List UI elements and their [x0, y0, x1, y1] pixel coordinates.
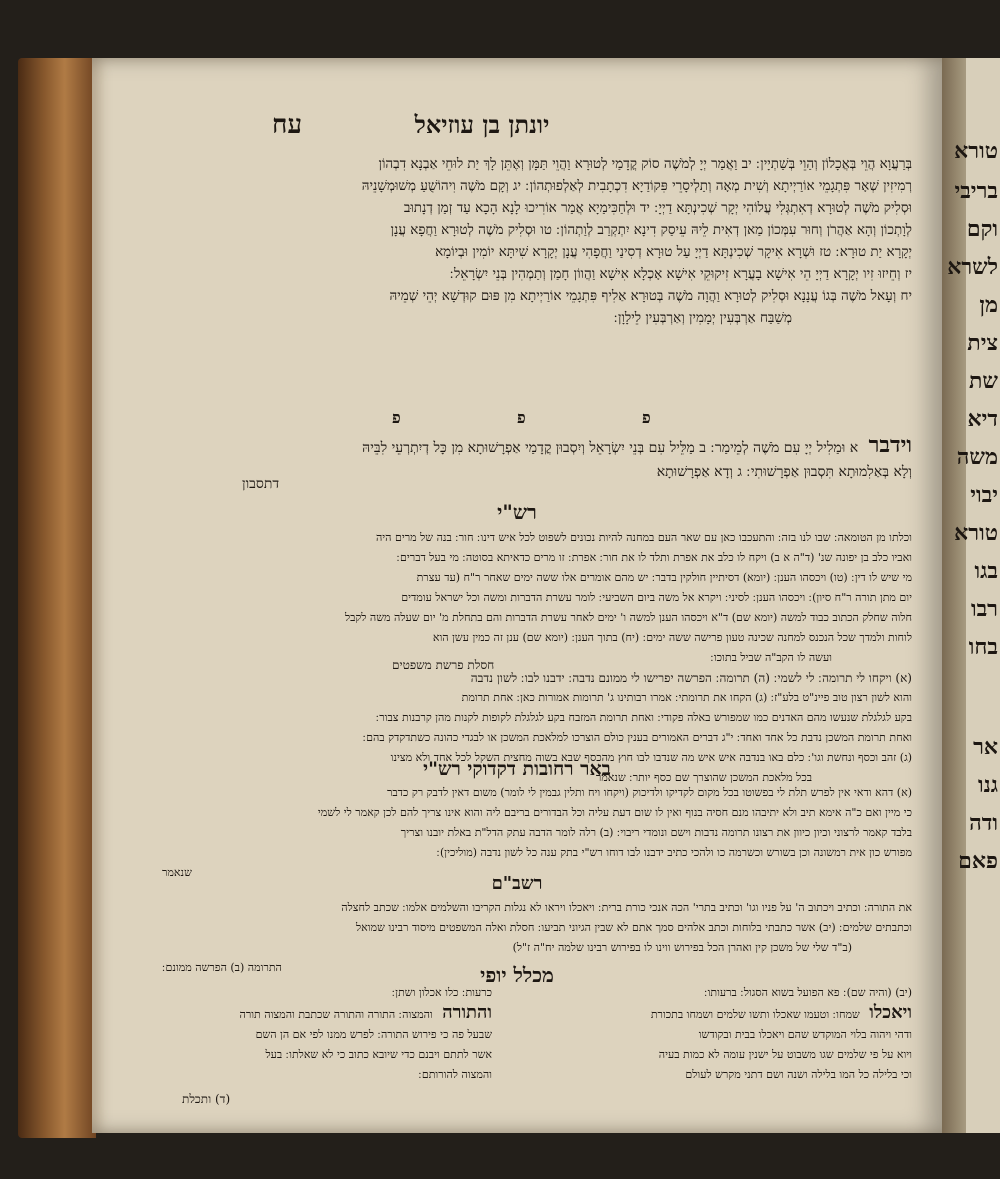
commentary-line: ודהי ויהוה בלוי המוקדש שהם ויאכלו בבית ובקודשו	[698, 1028, 912, 1041]
facing-fragment: לשרא	[947, 254, 998, 280]
commentary-line: אשר לתתם ויבנם כדי שיובא כתוב כי לא שאלתו ׃ בעל	[265, 1048, 492, 1061]
catchword: התרומה (ב) הפרשה ממונם ׃	[162, 961, 282, 974]
commentary-line: ואביו כלב בן יפונה שנ' (ד"ה א ב) ויקח לו כלב את אפרת ותלד לו את חור ׃ אפרת ׃ זו מרים כדאיתא בסוטה ׃ מי בעל דברים ׃	[396, 551, 912, 564]
targum-line: מְשַׁבַּח אַרְבְּעִין יְמָמִין וְאַרְבְּעִין לֵילָוָן ׃	[613, 310, 792, 326]
verse-text: וְלָא בְּאַלִמוּתָא תִּסְבוּן אַפְרָשׁוּתִי ׃ ג וְדָא אַפְרָשׁוּתָא	[656, 464, 912, 480]
facing-fragment: צית	[967, 330, 998, 356]
mikhlal-yofi-columns	[122, 983, 912, 1133]
rashbam-heading: רשב"ם	[491, 873, 543, 894]
commentary-line: ועשה לו הקב"ה שביל בתוכו ׃	[710, 651, 832, 664]
commentary-line: כי מיין ואם כ"ה אימא תיב ולא יתיבהו מנם חסיה בנוף ואין לו שום דעת עליה וכל הבדורים בריבם ליה והוא אינו צריך להם לכן קאמר לי לשמי	[317, 806, 912, 819]
targum-line: רְמִיזִין שְׁאָר פִּתְגָמֵי אוֹרַיְיתָא וְשִׁית מְאָה וְתַלְיסָרֵי פִּקוֹדַיָא דִכְתָבִית לְאַלְפוּתְהוֹן ׃ יג וְקָם מֹשֶׁה וִיהוֹשֻׁעַ מְשׁוּמְשָׁנֵיהּ	[361, 178, 912, 194]
commentary-line: מפורש כון אית רמשונה וכן בשורש וכשרמה כו ולהכי כתיב ידבנו לבו דוחו רש"י בתק ענה כל לשון נדבה (מוליכין) ׃	[436, 846, 912, 859]
commentary-line: והתורה והמצוה ׃ התורה והתורה שכתבת והמצוה תורה	[239, 1002, 492, 1023]
facing-fragment: שת	[969, 368, 998, 394]
commentary-line: שבעל פה כי פירוש התורה ׃ לפרש ממנו לפי אם הן השם	[255, 1028, 492, 1041]
facing-fragment: משה	[956, 444, 998, 470]
mikhlal-left-column	[122, 983, 492, 1109]
running-header	[242, 110, 842, 144]
terumah-line	[122, 433, 912, 460]
folio-number: עח	[272, 110, 303, 140]
mikhlal-heading: מכלל יופי	[480, 963, 554, 987]
targum-line: לְוָתְכוֹן וְהָא אַהֲרֹן וְחוּר עִמְּכוֹן מַאן דְאִית לֵיהּ עֵיסַק דִינָא יִתְקְרַב לְוַתְהוֹן ׃ טו וּסְלִיק מֹשֶׁה לְטוּרָא וַחֲפָא עֲנָן	[390, 222, 912, 238]
targum-line: יז וְחֵיזוּ זִיו יְקָרָא דַיְיָ הֵי אִישָׁא בָעֲרָא זִיקוּקֵי אִישָׁא אָכְלָא אִישָׁא וַהֲווֹן חָמַן וְתַמְהִין בְּנֵי יִשְׂרָאֵל ׃	[449, 266, 912, 282]
commentary-line: ואחת תרומת המשכן נדבת כל אחד ואחד ׃ י"ג דברים האמורים בענין כולם הוצרכו למלאכת המשכן או לבגדי כהונה כשתדקדק בהם ׃	[362, 731, 912, 744]
facing-fragment: טורא	[954, 138, 998, 164]
parasha-markers	[122, 408, 912, 428]
facing-fragment: בריבי	[954, 178, 998, 204]
commentary-line: והוא לשון רצון טוב פיינ"ט בלע"ז ׃ (ג) הקחו את תרומתי ׃ אמרו רבותינו ג' תרומות אמורות כאן ׃ אחת תרומת	[461, 691, 912, 704]
commentary-line: ויאכלו שמחו ׃ וטעמו שאכלו ותשו שלמים ושמחו בתכורת	[650, 1002, 912, 1023]
facing-fragment: יבוי	[970, 482, 998, 508]
catchword: (ד) ותכלת	[182, 1092, 231, 1106]
lead-word: וידבר	[868, 432, 912, 458]
lead-word: ויאכלו	[869, 1002, 912, 1023]
commentary-line: וכתבתים שלמים ׃ (יב) אשר כתבתי בלוחות וכתב אלהים סמך אתם לא שבין הגיוני תביעו ׃ חסלת ואלה המשפטים מיסוד רבינו שמואל	[356, 921, 912, 934]
catchword: דתסבון	[242, 476, 280, 492]
facing-fragment: אר	[973, 734, 998, 760]
mikhlal-right-column	[542, 983, 912, 1085]
parasha-marker: פ	[642, 408, 651, 427]
beer-heading: באר רחובות דקדוקי רש"י	[423, 758, 611, 780]
facing-fragment: דיא	[967, 406, 998, 432]
commentary-line: בקע לגלגלת שנעשו מהם האדנים כמו שמפורש באלה פקודי ׃ ואחת תרומת המזבח בקע לגלגלת לקופות לקנות מהן קרבנות צבור ׃	[375, 711, 912, 724]
commentary-line: (א) דהא ודאי אין לפרש תלת לי בפשוטו בכל מקום לקדיקו ולדיכוק (ויקחו ויח ותלין גבמין לי לומר) משום דאין לדבק רק כדבר	[386, 786, 912, 799]
commentary-line: יום מתן תורה ר"ח סיון) ׃ ויכסהו הענן ׃ לסיני ׃ ויקרא אל משה ביום השביעי ׃ לומר עשרת הדברות ומשה וכל ישראל עומדים	[401, 591, 912, 604]
commentary-line: (א) ויקחו לי תרומה ׃ לי לשמי ׃ (ה) תרומה ׃ הפרשה יפרישו לי ממונם נדבה ׃ ידבנו לבו ׃ לשון נדבה	[470, 671, 912, 685]
targum-line: יְקָרָא יַת טוּרָא ׃ טז וּשְׁרָא אִיקָר שְׁכִינְתָּא דַיְיָ עַל טוּרָא דְסִינַי וַחֲפָהִי עֲנָן יְקָרָא שִׁיתָּא יוֹמִין וּבְיוֹמָא	[435, 244, 912, 260]
commentary-line: וכי בלילה כל המו בלילה ושנה ושם דתני מקרש לעולם	[685, 1068, 912, 1081]
facing-fragment: מן	[979, 292, 998, 318]
commentary-line: שנאמר	[162, 866, 192, 879]
facing-page-edge	[947, 58, 1000, 1133]
commentary-line: את התורה ׃ וכתיב ויכתוב ה' על פניו וגו' וכתיב בתרי' הכה אנכי כורת ברית ׃ ויאכלו ויראו לא נגלות הקריבו והשלמים אלמו ׃ שכתב לחצלה	[341, 901, 912, 914]
commentary-line: כרעות ׃ כלו אכלון ושתן ׃	[391, 986, 492, 999]
facing-fragment: פאם	[958, 848, 998, 874]
beer-commentary	[122, 783, 912, 883]
commentary-line: חלוה שחלק הכתוב כבוד למשה (יומא שם) ד"א ויכסהו הענן למשה ו' ימים לאחר עשרת הדברות והם בתחלת מ' יום שעלה משה לקבל	[344, 611, 912, 624]
facing-fragment: ודה	[969, 810, 998, 836]
facing-fragment: בחו	[968, 634, 998, 660]
commentary-line: (ג) זהב וכסף ונחשת וגו' ׃ כלם באו בנדבה איש איש מה שנדבו לבו חוץ מהכסף שבא בשוה מחצית השקל לכל אחד ולא מצינו	[390, 751, 912, 764]
commentary-line: (ב"ד שלי של משכן קין ואהרן הכל בפירוש ווינו לו בפירוש רבינו שלמה יח"ה ז"ל)	[512, 941, 852, 954]
commentary-line: ויוא על פי שלמים שגו משבוט על ישנין עומה לא כמות בעיה	[658, 1048, 912, 1061]
rashi-commentary	[122, 528, 912, 788]
facing-fragment: בגו	[974, 558, 998, 584]
facing-fragment: רבו	[970, 596, 998, 622]
parsha-end-note: חסלת פרשת משפטים	[392, 658, 495, 672]
targum-line: בְּרַעֲוָא הֲוֵי בְּאֲכָלוֹן וְהַוֵי בְּשַׁתְיָין ׃ יב וַאֲמַר יְיָ לְמֹשֶׁה סוֹק קֳדָמַי לְטוּרָא וַהֲוֵי תַּמָּן וְאֶתֵּן לָךְ יַת לוּחֵי אַבְנָא דִבְהוֹן	[378, 156, 912, 172]
commentary-line: בלבד קאמר לרצוני וכיון כיוון את רצונו תרומה נדבות וישם ונומדי ריבוי ׃ (ב) רלה לומר הדבה עתק הדל"ת באלת יובנו וצריך	[400, 826, 912, 839]
targum-block	[122, 153, 912, 329]
page	[92, 58, 942, 1133]
commentary-line: וכלתו מן הטומאה ׃ שבו לנו בזה ׃ והתעכבו כאן עם שאר העם במחנה להיות נכונים לשפוט לכל איש דינו ׃ חור ׃ בנה של מרים היה	[375, 531, 912, 544]
rashi-heading: רש"י	[497, 500, 537, 524]
lead-word: והתורה	[442, 1002, 492, 1023]
facing-fragment: טורא	[954, 520, 998, 546]
commentary-line: לוחות ולמדך שכל הנכנס למחנה שכינה טעון פרישה ששה ימים ׃ (יח) בתוך הענן ׃ (יומא שם) ענן זה כמין עשן הוא	[432, 631, 912, 644]
book-fore-edge	[18, 58, 96, 1138]
commentary-line: מי שיש לו דין ׃ (טו) ויכסהו הענן ׃ (יומא) דסיתיין חולקין בדבר ׃ יש מהם אומרים אלו ששה ימים שאחר ר"ח (עד עצרת	[416, 571, 912, 584]
terumah-opening	[122, 433, 912, 484]
targum-line: וּסְלִיק מֹשֶׁה לְטוּרָא דְאִתְגְּלִי עֲלוֹהִי יְקָר שְׁכִינְתָּא דַיְיָ ׃ יד וּלְחַכִּימַיָא אֲמַר אוֹרִיכוּ לָנָא הָכָא עַד זְמַן דְנָתוּב	[403, 200, 912, 216]
verse-text: א וּמַלִיל יְיָ עִם מֹשֶׁה לְמֵימַר ׃ ב מַלֵּיל עִם בְּנֵי יִשְׂרָאֵל וְיִסְבוּן קֳדָמַי אַפְרָשׁוּתָא מִן כָּל דְיִתְרְעֵי לִבֵּיהּ	[362, 440, 859, 456]
parasha-marker: פ	[392, 408, 401, 427]
facing-fragment: וקם	[966, 216, 998, 242]
commentary-line: (יב) (והיה שם) ׃ פא הפועל בשוא הסגול ׃ ברעותו ׃	[704, 986, 912, 999]
commentary-line: בכל מלאכת המשכן שהוצרך שם כסף יותר ׃ שנאמר	[595, 771, 812, 784]
commentary-line: והמצוה להורותם ׃	[418, 1068, 492, 1081]
facing-fragment: גנו	[977, 772, 998, 798]
parasha-marker: פ	[517, 408, 526, 427]
targum-line: יח וְעָאל מֹשֶׁה בְּגוֹ עֲנָנָא וּסְלִיק לְטוּרָא וַהֲוָה מֹשֶׁה בְּטוּרָא אַלִיף פִּתְגָמֵי אוֹרַיְיתָא מִן פּוּם קוּדְשָׁא יְהֵי שְׁמֵיהּ	[389, 288, 912, 304]
page-title: יונתן בן עוזיאל	[414, 110, 550, 139]
